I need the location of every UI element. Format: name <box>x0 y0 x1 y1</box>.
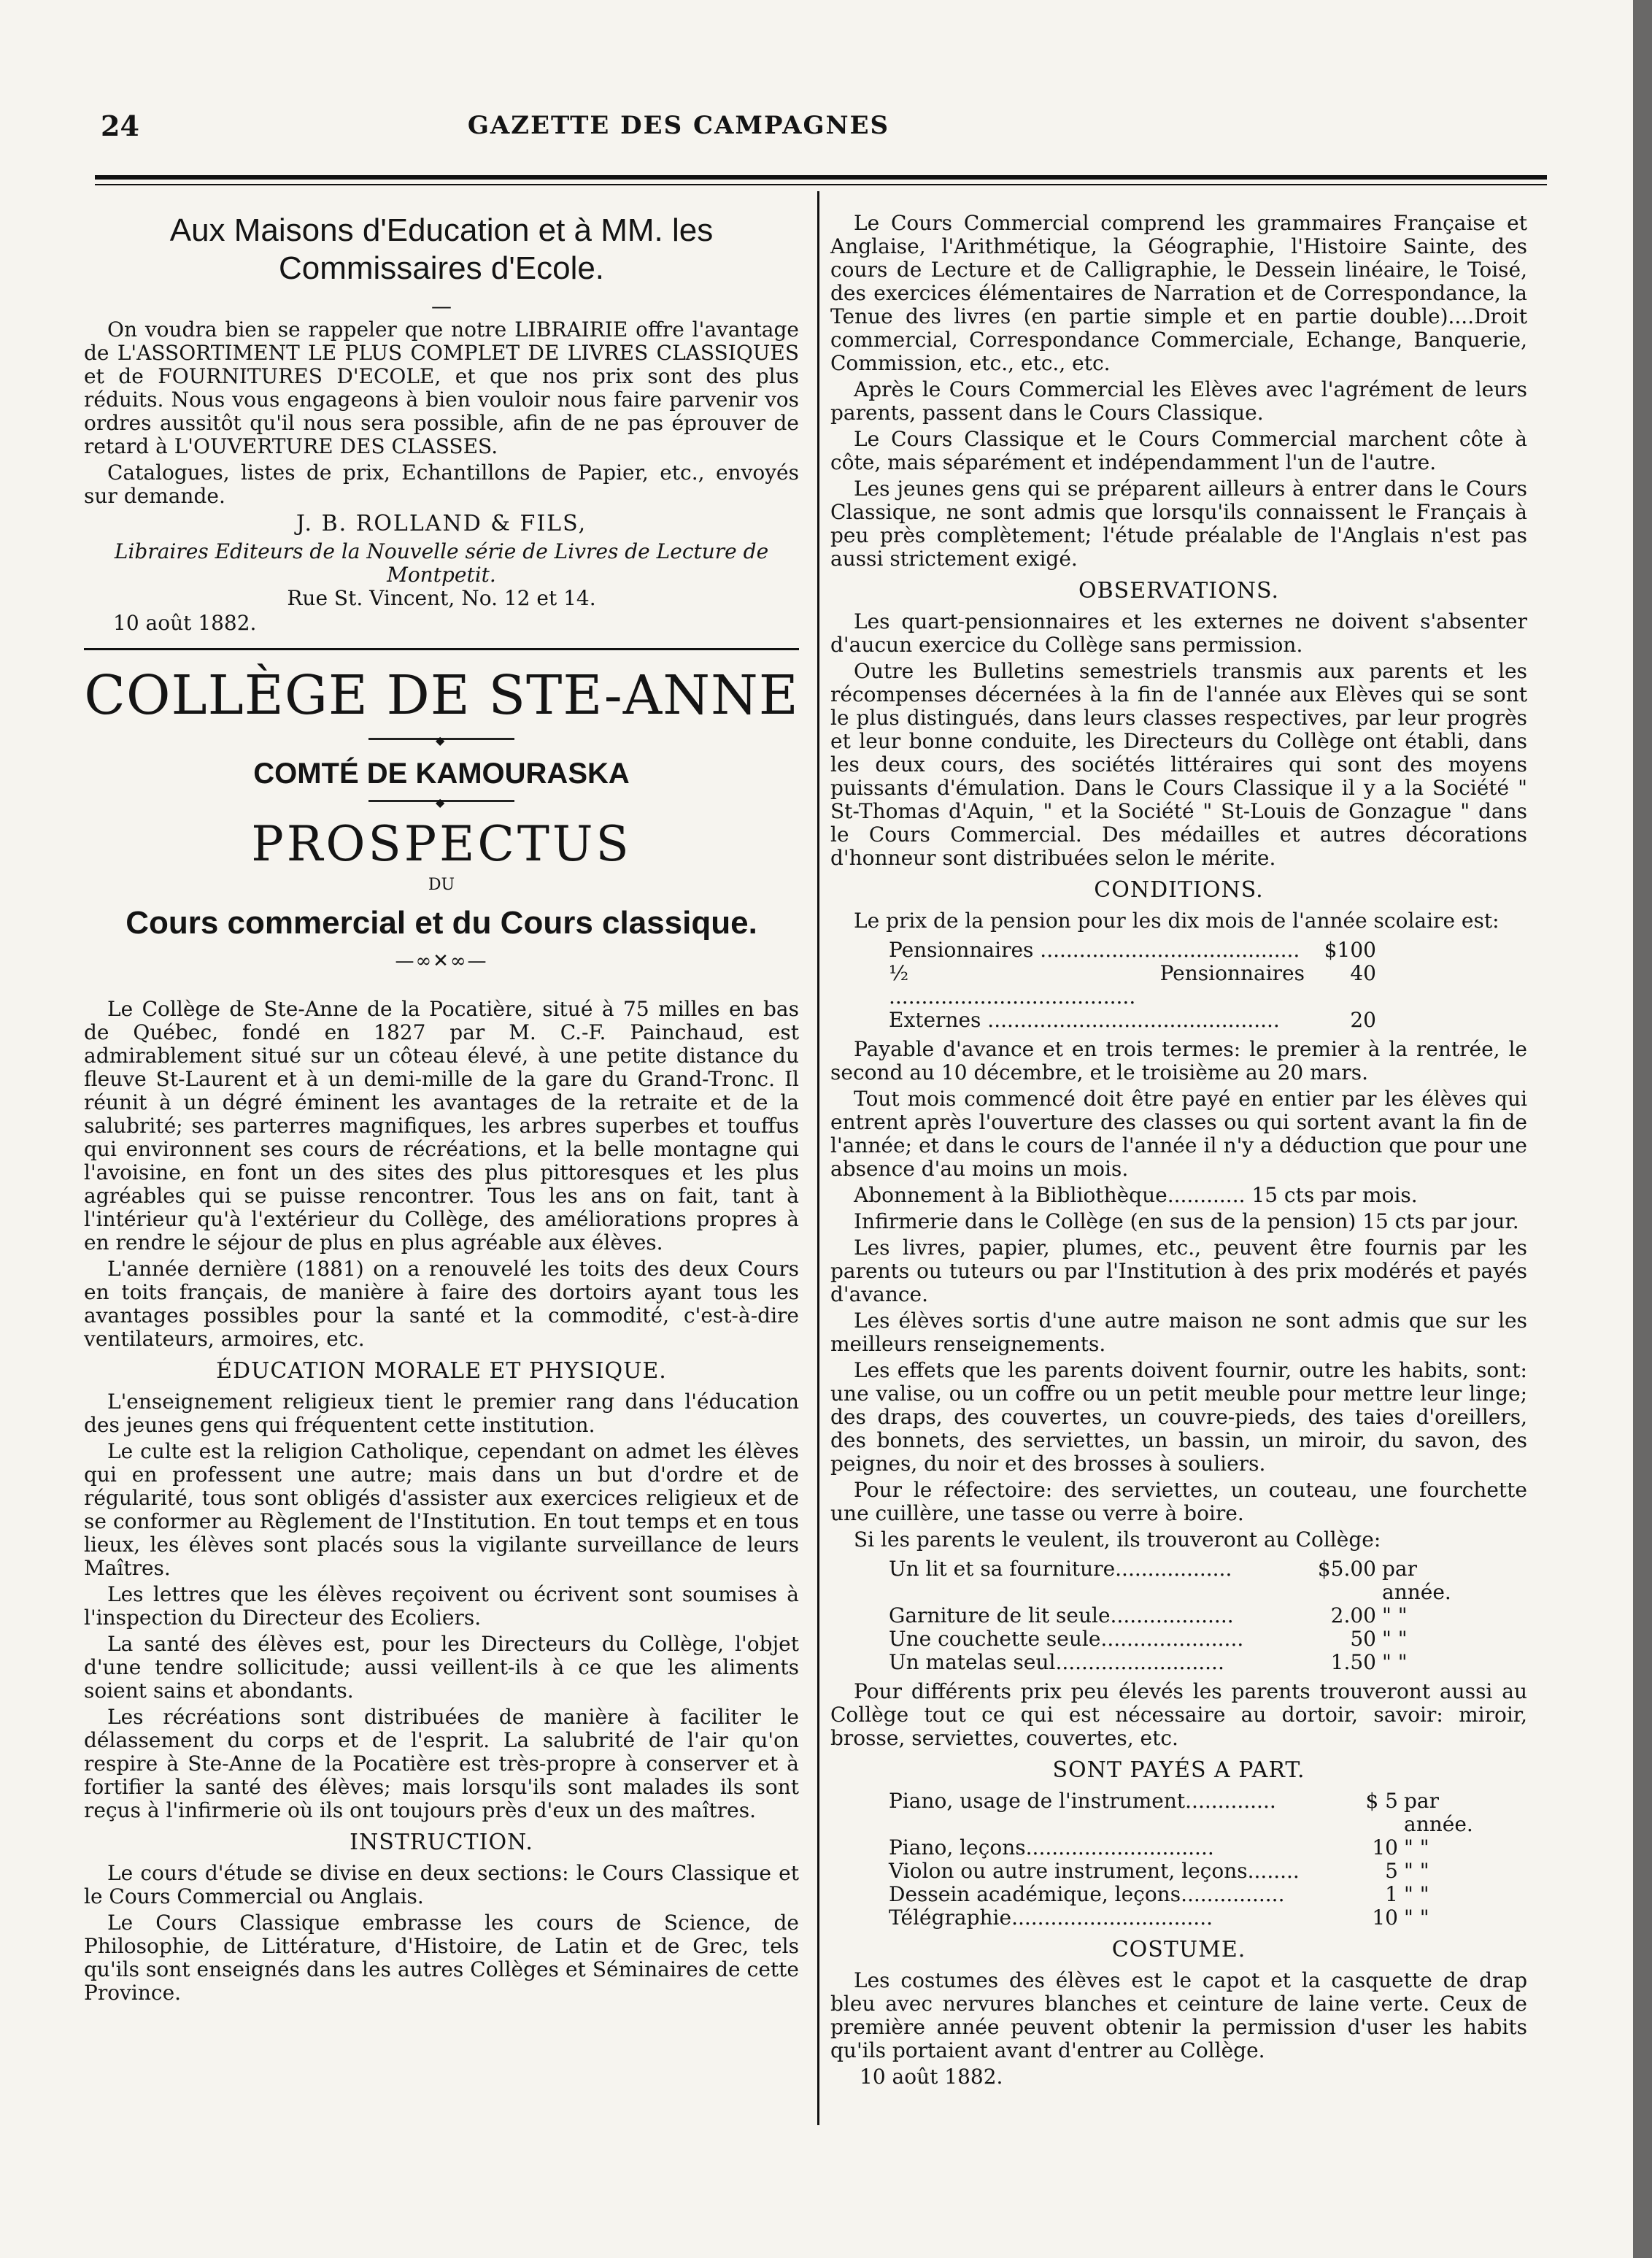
si-parents-line: Si les parents le veulent, ils trouveront au Collège: <box>854 1527 1381 1552</box>
column-separator <box>817 191 819 2125</box>
price-row <box>889 1860 1512 1883</box>
college-name: COLLÈGE DE STE-ANNE <box>84 664 799 727</box>
price-label: Un lit et sa fourniture.................. <box>889 1557 1232 1581</box>
ad-editors: Libraires Editeurs de la Nouvelle série de Livres de Lecture de Montpetit. <box>114 539 769 587</box>
payable-paragraph: Payable d'avance et en trois termes: le premier à la rentrée, le second au 10 décembre, et le troisième au 20 mars. <box>830 1037 1527 1084</box>
ad-date: 10 août 1882. <box>113 611 257 635</box>
price-label: Une couchette seule...................... <box>889 1627 1244 1651</box>
page-edge <box>1633 0 1652 2258</box>
price-row <box>889 1627 1490 1651</box>
prospectus-du: DU <box>428 876 455 894</box>
price-label: Piano, usage de l'instrument.............. <box>889 1789 1276 1813</box>
prospectus-subtitle: Cours commercial et du Cours classique. <box>126 905 757 941</box>
price-unit: " " <box>1404 1859 1429 1883</box>
refectoire-paragraph: Pour le réfectoire: des serviettes, un couteau, une fourchette une cuillère, une tasse ou verre à boire. <box>830 1478 1527 1525</box>
price-unit: " " <box>1404 1882 1429 1906</box>
price-row <box>889 1009 1382 1032</box>
ornament-rule <box>368 800 514 802</box>
price-row <box>889 962 1382 1009</box>
price-label: Télégraphie............................... <box>889 1906 1213 1930</box>
price-row <box>889 1604 1490 1627</box>
price-label: Violon ou autre instrument, leçons........ <box>889 1859 1300 1883</box>
price-amount: $5.00 <box>1317 1557 1376 1581</box>
observations-heading: OBSERVATIONS. <box>1078 578 1279 604</box>
price-unit: " " <box>1382 1650 1408 1674</box>
ad-signature: J. B. ROLLAND & FILS, <box>296 511 587 536</box>
price-unit: " " <box>1382 1627 1408 1651</box>
price-amount: 40 <box>1350 961 1376 985</box>
abonnement-line: Abonnement à la Bibliothèque............ 15 cts par mois. <box>854 1183 1418 1207</box>
price-unit: " " <box>1382 1603 1408 1627</box>
part-heading: SONT PAYÉS A PART. <box>1052 1757 1305 1783</box>
differents-paragraph: Pour différents prix peu élevés les parents trouveront aussi au Collège tout ce qui est nécessaire au dortoir, savoir: miroir, brosse, serviettes, couvertes, etc. <box>830 1679 1527 1750</box>
ad-address: Rue St. Vincent, No. 12 et 14. <box>287 586 596 610</box>
commercial-paragraph: Le Cours Classique et le Cours Commercial marchent côte à côte, mais séparément et indépendamment l'un de l'autre. <box>830 427 1527 474</box>
ad-title: Aux Maisons d'Education et à MM. les Commissaires d'Ecole. <box>169 212 714 286</box>
intro-paragraph: Le Collège de Ste-Anne de la Pocatière, situé à 75 milles en bas de Québec, fondé en 1827 par M. C.-F. Painchaud, est admirablement situé sur un côteau élevé, à une petite distance du fleuve St-Laurent et à un demi-mille de la gare du Grand-Tronc. Il réunit à un dégré éminent les avantages de la retraite et de la salubrité; ses parterres magnifiques, les arbres superbes et touffus qui environnent ses cours de récréations, et la belle montagne qui l'avoisine, en font un des sites des plus pittoresques et les plus agréables qui se puisse rencontrer. Tous les ans on fait, tant à l'intérieur qu'à l'extérieur du Collège, des améliorations propres à en rendre le séjour de plus en plus agréable aux élèves. <box>84 997 799 1255</box>
price-unit: " " <box>1404 1906 1429 1930</box>
instruction-paragraph: Le Cours Classique embrasse les cours de Science, de Philosophie, de Littérature, d'Histoire, de Latin et de Grec, tels qu'ils sont enseignés dans les autres Collèges et Séminaires de cette Province. <box>84 1911 799 2005</box>
left-column <box>84 212 799 2008</box>
price-amount: 1 <box>1385 1882 1398 1906</box>
commercial-paragraph: Les jeunes gens qui se préparent ailleurs à entrer dans le Cours Classique, ne sont admis que lorsqu'ils connaissent le Français à peu près complètement; l'étude préalable de l'Anglais n'est pas aussi strictement exigé. <box>830 477 1527 571</box>
instruction-paragraph: Le cours d'étude se divise en deux sections: le Cours Classique et le Cours Commercial ou Anglais. <box>84 1861 799 1908</box>
price-amount: 20 <box>1350 1008 1376 1032</box>
costume-heading: COSTUME. <box>1111 1937 1246 1962</box>
price-row <box>889 1836 1512 1860</box>
conditions-intro: Le prix de la pension pour les dix mois de l'année scolaire est: <box>854 909 1499 933</box>
price-row <box>889 1789 1512 1836</box>
running-head: GAZETTE DES CAMPAGNES <box>467 111 890 140</box>
observations-paragraph: Outre les Bulletins semestriels transmis aux parents et les récompenses décernées à la fin de l'année aux Elèves qui se sont le plus distingués, dans leurs classes respectives, par leur progrès et leur bonne conduite, les Directeurs du Collège ont établi, dans les deux cours, des sociétés littéraires qui sont des moyens puissants d'émulation. Dans le Cours Classique il y a la Société " St-Thomas d'Aquin, " et la Société " St-Louis de Gonzague " dans le Cours Commercial. Des médailles et autres décorations d'honneur sont distribuées selon le mérite. <box>830 659 1527 870</box>
header-rule-thin <box>95 184 1547 185</box>
price-amount: 10 <box>1372 1835 1398 1860</box>
price-amount: 10 <box>1372 1906 1398 1930</box>
part-price-table <box>889 1789 1512 1930</box>
price-row <box>889 939 1382 962</box>
price-unit: par année. <box>1404 1789 1473 1836</box>
education-paragraph: Le culte est la religion Catholique, cependant on admet les élèves qui en professent une autre; mais dans un but d'ordre et de régularité, tous sont obligés d'assister aux exercices religieux et de se conformer au Règlement de l'Institution. En tout temps et en tous lieux, les élèves sont placés sous la vigilante surveillance de leurs Maîtres. <box>84 1439 799 1580</box>
prospectus-date: 10 août 1882. <box>860 2065 1003 2089</box>
commercial-paragraph: Le Cours Commercial comprend les grammaires Française et Anglaise, l'Arithmétique, la Géographie, l'Histoire Sainte, des cours de Lecture et de Calligraphie, le Dessein linéaire, le Toisé, des exercices élémentaires de Narration et de Correspondance, la Tenue des livres (en partie simple et en partie double)....Droit commercial, Correspondance Commerciale, Echange, Banquerie, Commission, etc., etc., etc. <box>830 211 1527 375</box>
observations-paragraph: Les quart-pensionnaires et les externes ne doivent s'absenter d'aucun exercice du Collège sans permission. <box>830 609 1527 657</box>
price-unit: par année. <box>1382 1557 1451 1604</box>
price-row <box>889 1651 1490 1674</box>
price-label: Piano, leçons............................. <box>889 1835 1214 1860</box>
price-row <box>889 1557 1490 1604</box>
commercial-paragraph: Après le Cours Commercial les Elèves avec l'agrément de leurs parents, passent dans le Cours Classique. <box>830 377 1527 425</box>
prospectus-title: PROSPECTUS <box>251 816 632 872</box>
price-amount: $100 <box>1324 938 1376 962</box>
price-amount: $ 5 <box>1365 1789 1398 1813</box>
ornament-rule <box>368 738 514 740</box>
mois-paragraph: Tout mois commencé doit être payé en entier par les élèves qui entrent après l'ouverture des classes ou qui sortent avant la fin de l'année; et dans le cours de l'année il n'y a déduction que pour une absence d'au moins un mois. <box>830 1087 1527 1181</box>
section-divider <box>84 648 799 650</box>
ad-catalogues: Catalogues, listes de prix, Echantillons de Papier, etc., envoyés sur demande. <box>84 461 799 508</box>
page-number: 24 <box>101 109 139 142</box>
price-unit: " " <box>1404 1835 1429 1860</box>
header-rule-thick <box>95 175 1547 180</box>
infirmerie-line: Infirmerie dans le Collège (en sus de la pension) 15 cts par jour. <box>854 1209 1519 1233</box>
price-label: Dessein académique, leçons................ <box>889 1882 1285 1906</box>
education-paragraph: La santé des élèves est, pour les Directeurs du Collège, l'objet d'une tendre sollicitude; aussi veillent-ils à ce que les aliments soient sains et abondants. <box>84 1632 799 1703</box>
annee-paragraph: L'année dernière (1881) on a renouvelé les toits des deux Cours en toits français, de manière à faire des dortoirs ayant tous les avantages possibles pour la santé et la commodité, c'est-à-dire ventilateurs, armoires, etc. <box>84 1257 799 1351</box>
price-label: Un matelas seul.......................... <box>889 1650 1224 1674</box>
price-row <box>889 1883 1512 1906</box>
livres-paragraph: Les livres, papier, plumes, etc., peuvent être fournis par les parents ou tuteurs ou par l'Institution à des prix modérés et payés d'avance. <box>830 1236 1527 1306</box>
education-heading: ÉDUCATION MORALE ET PHYSIQUE. <box>216 1358 667 1384</box>
ad-body: On voudra bien se rappeler que notre LIBRAIRIE offre l'avantage de L'ASSORTIMENT LE PLUS COMPLET DE LIVRES CLASSIQUES et de FOURNITURES D'ECOLE, et que nos prix sont des plus réduits. Nous vous engageons à bien vouloir nous faire parvenir vos ordres aussitôt qu'il nous sera possible, afin de ne pas éprouver de retard à L'OUVERTURE DES CLASSES. <box>84 317 799 458</box>
fournitures-price-table <box>889 1557 1490 1674</box>
price-amount: 2.00 <box>1330 1603 1376 1627</box>
right-column <box>830 212 1527 2089</box>
ad-dash: — <box>431 294 452 318</box>
price-label: Garniture de lit seule................... <box>889 1603 1234 1627</box>
price-label: Externes ............................................. <box>889 1008 1280 1032</box>
price-amount: 50 <box>1350 1627 1376 1651</box>
education-paragraph: Les lettres que les élèves reçoivent ou écrivent sont soumises à l'inspection du Directeur des Ecoliers. <box>84 1582 799 1630</box>
costume-paragraph: Les costumes des élèves est le capot et la casquette de drap bleu avec nervures blanches et ceinture de laine verte. Ceux de première année peuvent obtenir la permission d'user les habits qu'ils portaient avant d'entrer au Collège. <box>830 1968 1527 2062</box>
price-label: Pensionnaires ........................................ <box>889 938 1300 962</box>
effets-paragraph: Les effets que les parents doivent fournir, outre les habits, sont: une valise, ou un coffre ou un petit meuble pour mettre leur linge; des draps, des couvertes, un couvre-pieds, des taies d'oreillers, des bonnets, des serviettes, un bassin, un miroir, du savon, des peignes, du noir et des brosses à souliers. <box>830 1358 1527 1476</box>
instruction-heading: INSTRUCTION. <box>350 1830 533 1855</box>
sortis-paragraph: Les élèves sortis d'une autre maison ne sont admis que sur les meilleurs renseignements. <box>830 1309 1527 1356</box>
price-label: ½ Pensionnaires ...................................... <box>889 961 1305 1009</box>
education-paragraph: L'enseignement religieux tient le premier rang dans l'éducation des jeunes gens qui fréquentent cette institution. <box>84 1390 799 1437</box>
price-row <box>889 1906 1512 1930</box>
education-paragraph: Les récréations sont distribuées de manière à faciliter le délassement du corps et de l'esprit. La salubrité de l'air qu'on respire à Ste-Anne de la Pocatière est très-propre à conserver et à fortifier la santé des élèves; mais lorsqu'ils sont malades ils sont reçus à l'infirmerie où ils ont toujours près d'eux un des maîtres. <box>84 1705 799 1822</box>
page-header <box>95 109 1554 153</box>
flourish-ornament: —∞✕∞— <box>395 950 488 972</box>
county-name: COMTÉ DE KAMOURASKA <box>253 758 630 790</box>
pension-price-table <box>889 939 1382 1032</box>
price-amount: 5 <box>1385 1859 1398 1883</box>
conditions-heading: CONDITIONS. <box>1094 877 1264 903</box>
price-amount: 1.50 <box>1330 1650 1376 1674</box>
